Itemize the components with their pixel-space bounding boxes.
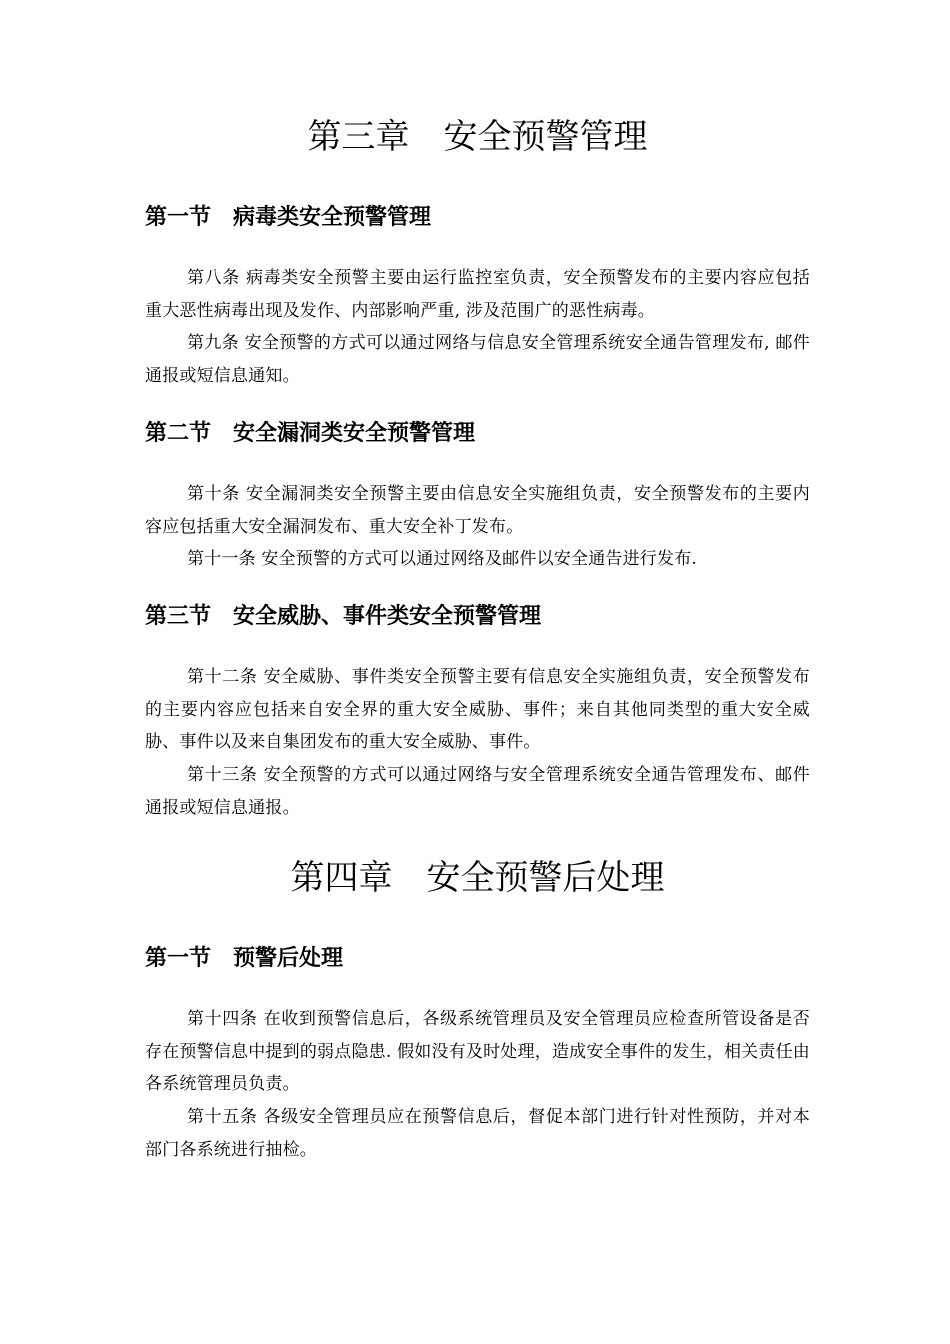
article-paragraph: 第十四条 在收到预警信息后，各级系统管理员及安全管理员应检查所管设备是否存在预警信息中提到的弱点隐患. 假如没有及时处理，造成安全事件的发生，相关责任由各系统管理员负责。: [145, 1009, 810, 1094]
section-title: 第一节 病毒类安全预警管理: [145, 205, 432, 230]
chapter-title: 第三章 安全预警管理: [307, 117, 648, 157]
article-paragraph: 第十三条 安全预警的方式可以通过网络与安全管理系统安全通告管理发布、邮件通报或短信息通报。: [145, 765, 810, 818]
article-paragraph: 第十条 安全漏洞类安全预警主要由信息安全实施组负责，安全预警发布的主要内容应包括重大安全漏洞发布、重大安全补丁发布。: [145, 484, 810, 537]
article-paragraph: 第十五条 各级安全管理员应在预警信息后，督促本部门进行针对性预防，并对本部门各系统进行抽检。: [145, 1107, 810, 1160]
article-paragraph: 第八条 病毒类安全预警主要由运行监控室负责，安全预警发布的主要内容应包括重大恶性病毒出现及发作、内部影响严重, 涉及范围广的恶性病毒。: [145, 268, 810, 321]
section-title: 第二节 安全漏洞类安全预警管理: [145, 421, 476, 446]
article-paragraph: 第十二条 安全威胁、事件类安全预警主要有信息安全实施组负责，安全预警发布的主要内容应包括来自安全界的重大安全威胁、事件；来自其他同类型的重大安全威胁、事件以及来自集团发布的重大安全威胁、事件。: [145, 667, 810, 752]
article-paragraph: 第九条 安全预警的方式可以通过网络与信息安全管理系统安全通告管理发布, 邮件通报或短信息通知。: [145, 333, 810, 386]
section-title: 第一节 预警后处理: [145, 946, 344, 971]
section-title: 第三节 安全威胁、事件类安全预警管理: [145, 604, 542, 629]
chapter-title: 第四章 安全预警后处理: [290, 858, 665, 898]
article-paragraph: 第十一条 安全预警的方式可以通过网络及邮件以安全通告进行发布.: [187, 549, 698, 569]
